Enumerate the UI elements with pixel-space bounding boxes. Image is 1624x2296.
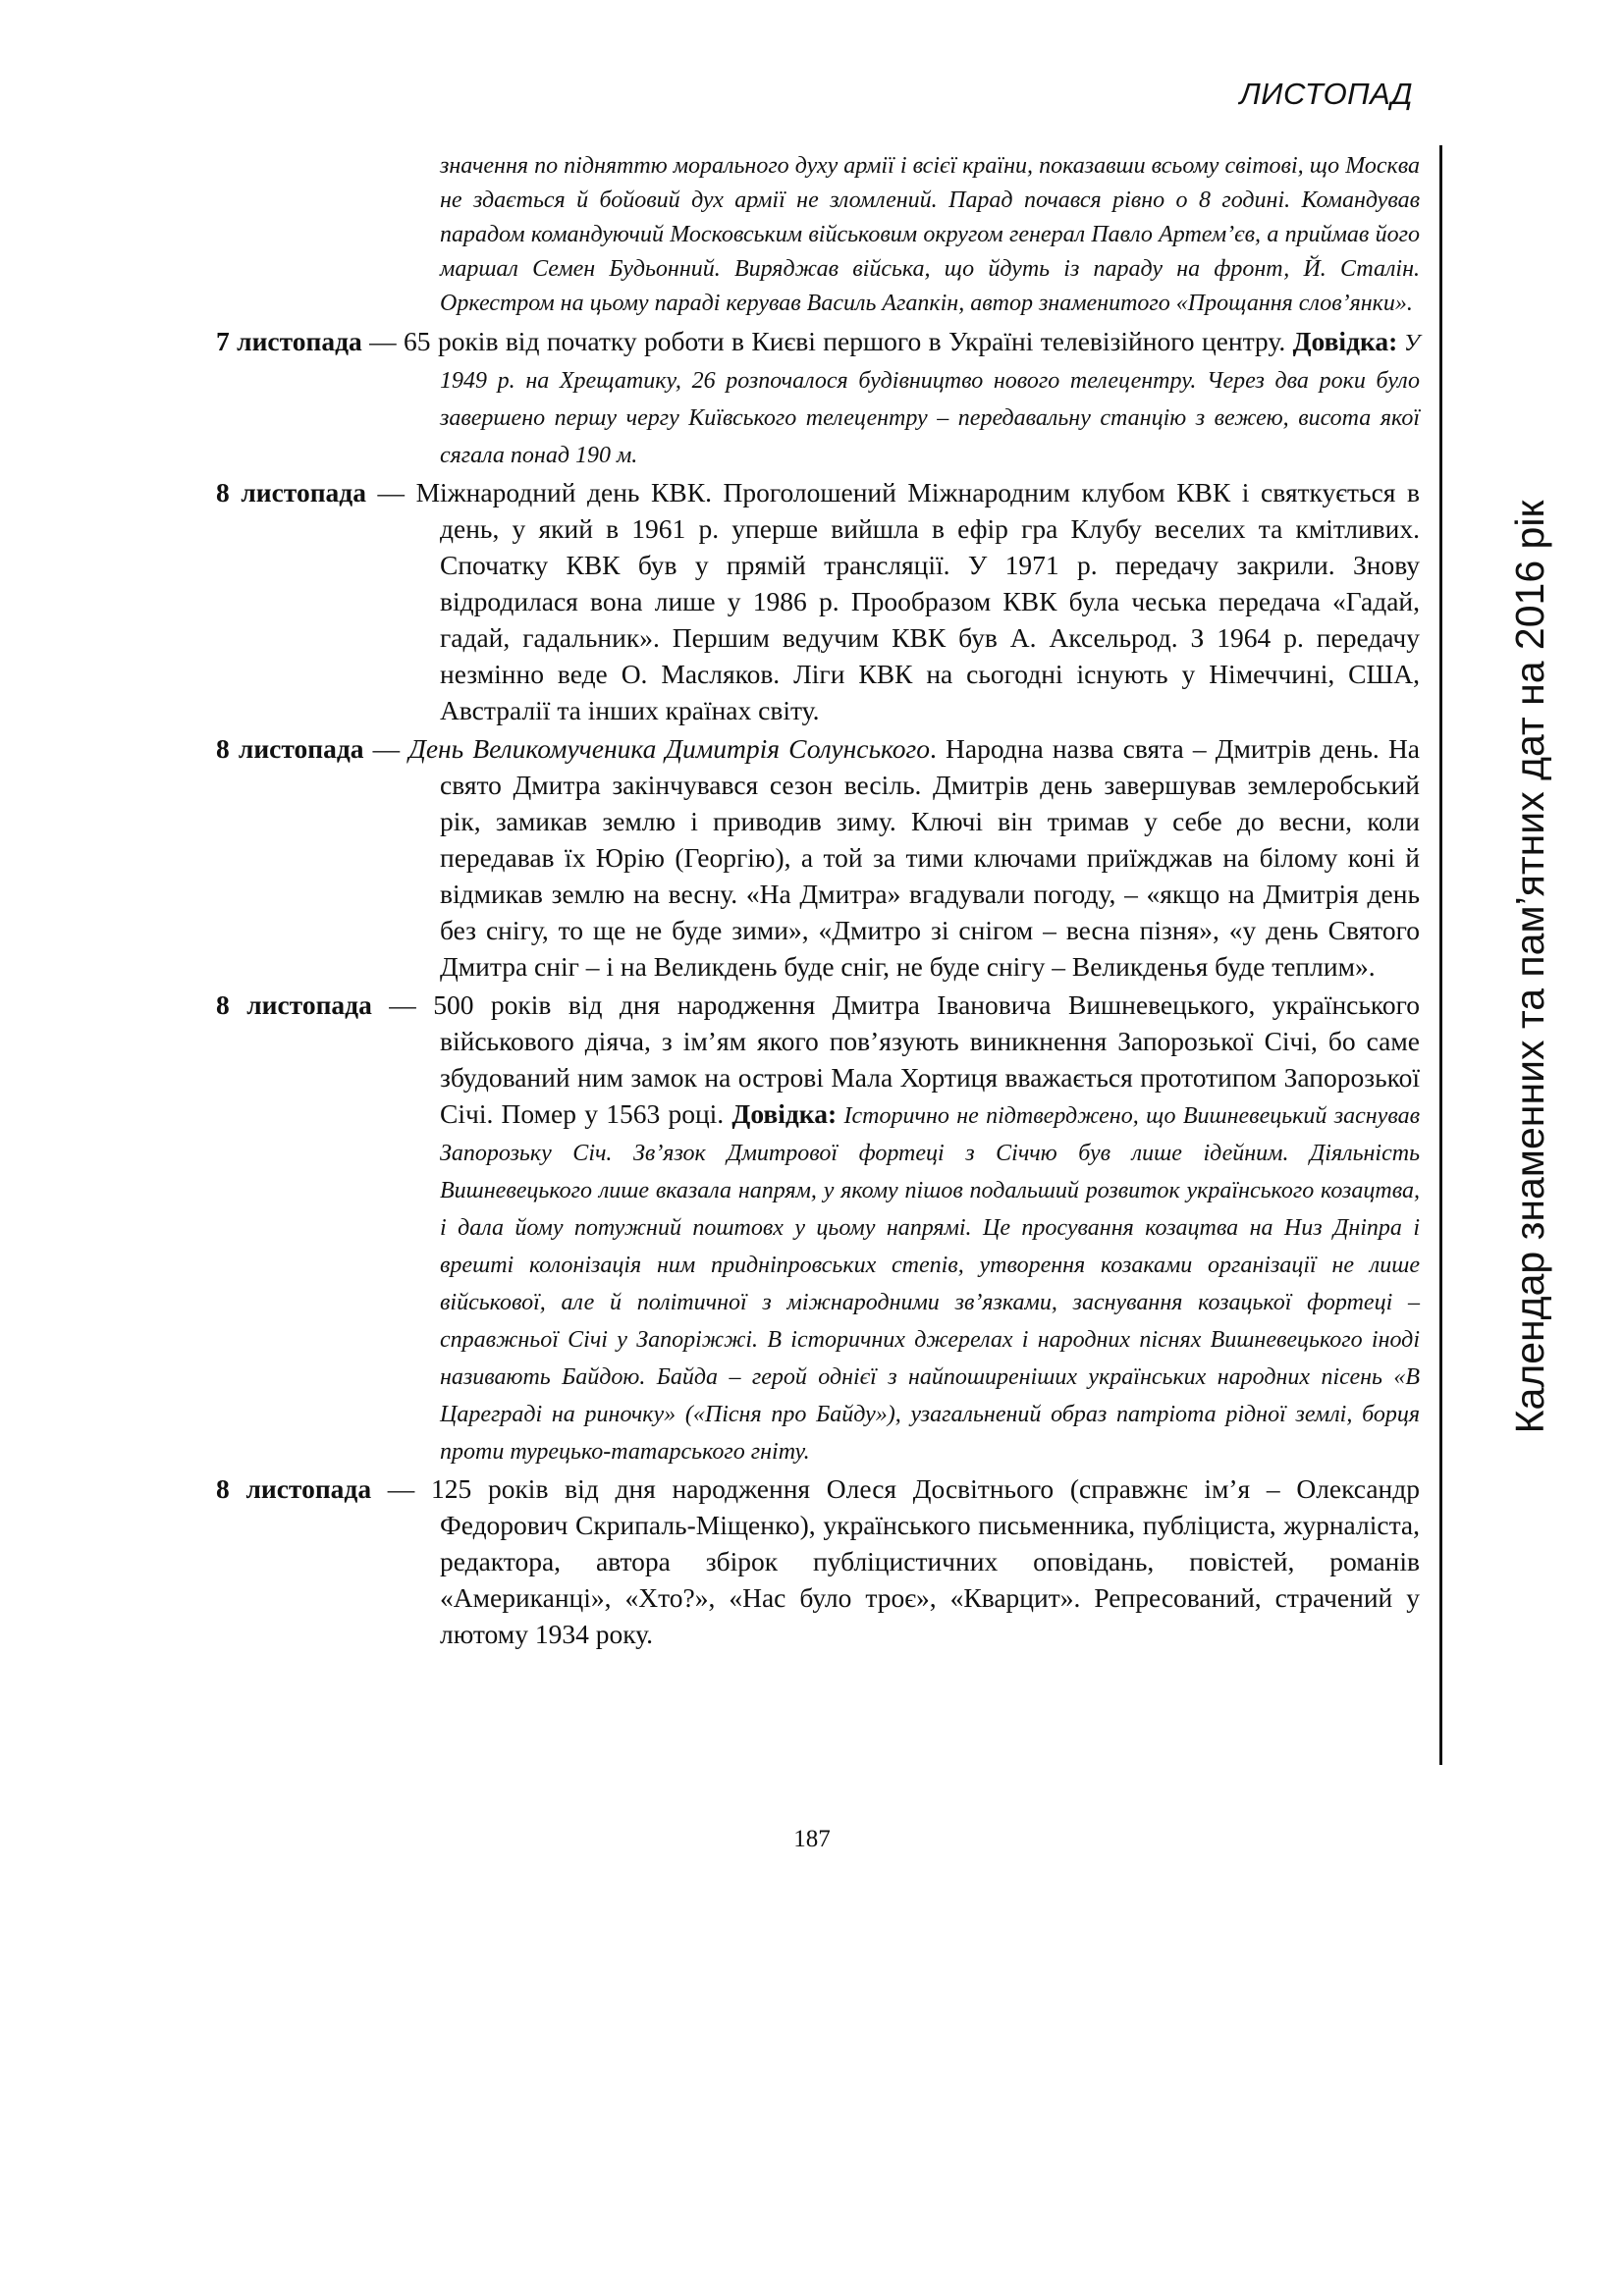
reference-label: Довідка: [731, 1098, 838, 1129]
continuation-paragraph: значення по підняттю морального духу армії і всієї країни, показавши всьому світові, що Москва не здається й бойовий дух армії не зломлений. Парад почався рівно о 8 годині. Командував парадом командуючий Московським військовим округом генерал Павло Артем’єв, а приймав його маршал Семен Будьонний. Виряджав війська, що йдуть із параду на фронт, Й. Сталін. Оркестром на цьому параді керував Василь Агапкін, автор знаменитого «Прощання слов’янки». [440, 153, 1420, 316]
entry-date: 8 листопада [216, 733, 364, 764]
entry-date: 7 листопада [216, 326, 362, 356]
entry-date: 8 листопада [216, 1473, 372, 1504]
entry-2 [216, 474, 1420, 728]
entry-text: — 500 років від дня народження Дмитра Івановича Вишневецького, українського військового діяча, з ім’ям якого пов’язують виникнення Запорозької Січі, бо саме збудований ним замок на острові Мала Хортиця вважається прототипом Запорозької Січі. Помер у 1563 році. [371, 989, 1420, 1129]
running-header-month: ЛИСТОПАД [1239, 77, 1413, 111]
entry-body [216, 987, 1420, 1468]
entry-1 [216, 323, 1420, 472]
entry-body [216, 323, 1420, 472]
entry-text: — 125 років від дня народження Олеся Досвітнього (справжнє ім’я – Олександр Федорович Скрипаль-Міщенко), українського письменника, публіциста, журналіста, редактора, автора збірок публіцистичних оповідань, повістей, романів «Американці», «Хто?», «Нас було троє», «Кварцит». Репресований, страчений у лютому 1934 року. [371, 1473, 1421, 1649]
reference-label: Довідка: [1292, 326, 1398, 356]
reference-text: У 1949 р. на Хрещатику, 26 розпочалося будівництво нового телецентру. Через два роки було завершено першу чергу Київського телецентру – передавальну станцію з вежею, висота якої сягала понад 190 м. [440, 331, 1420, 468]
entry-date: 8 листопада [216, 989, 372, 1020]
entry-body [216, 1470, 1420, 1652]
entry-4 [216, 987, 1420, 1468]
side-book-title: Календар знаменних та пам’ятних дат на 2016 рік [1507, 500, 1552, 1434]
entry-3 [216, 730, 1420, 985]
entry-feast-name: День Великомученика Димитрія Солунського [408, 733, 931, 764]
entry-date: 8 листопада [216, 477, 366, 507]
entry-dash: — [363, 733, 409, 764]
page-number: 187 [793, 1826, 831, 1852]
page-text [216, 149, 1420, 1652]
entry-body [216, 730, 1420, 985]
entry-5 [216, 1470, 1420, 1652]
entry-text: — 65 років від початку роботи в Києві першого в Україні телевізійного центру. [361, 326, 1293, 356]
entry-body [216, 474, 1420, 728]
entry-text: . Народна назва свята – Дмитрів день. На свято Дмитра закінчувався сезон весіль. Дмитрів день завершував землеробський рік, замикав землю і приводив зиму. Ключі він тримав у себе до весни, коли передавав їх Юрію (Георгію), а той за тими ключами приїжджав на білому коні й відмикав землю на весну. «На Дмитра» вгадували погоду, – «якщо на Дмитрія день без снігу, то ще не буде зими», «Дмитро зі снігом – весна пізня», «у день Святого Дмитра сніг – і на Великдень буде сніг, не буде снігу – Великденья буде теплим». [440, 733, 1421, 982]
reference-text: Історично не підтверджено, що Вишневецький заснував Запорозьку Січ. Зв’язок Дмитрової фортеці з Січчю був лише ідейним. Діяльність Вишневецького лише вказала напрям, у якому пішов подальший розвиток українського козацтва, і дала йому потужний поштовх у цьому напрямі. Це просування козацтва на Низ Дніпра і врешті колонізація ним придніпровських степів, утворення козаками організації не лише військової, але й політичної з міжнародними зв’язками, заснування козацької фортеці – справжньої Січі у Запоріжжі. В історичних джерелах і народних піснях Вишневецького іноді називають Байдою. Байда – герой однієї з найпоширеніших українських народних пісень «В Цареграді на риночку» («Пісня про Байду»), узагальнений образ патріота рідної землі, борця проти турецько-татарського гніту. [440, 1103, 1420, 1465]
entry-text: — Міжнародний день КВК. Проголошений Міжнародним клубом КВК і святкується в день, у який в 1961 р. уперше вийшла в ефір гра Клубу веселих та кмітливих. Спочатку КВК був у прямій трансляції. У 1971 р. передачу закрили. Знову відродилася вона лише у 1986 р. Прообразом КВК була чеська передача «Гадай, гадай, гадальник». Першим ведучим КВК був А. Аксельрод. З 1964 р. передачу незмінно веде О. Масляков. Ліги КВК на сьогодні існують у Німеччині, США, Австралії та інших країнах світу. [365, 477, 1420, 725]
vertical-rule [1439, 145, 1442, 1765]
